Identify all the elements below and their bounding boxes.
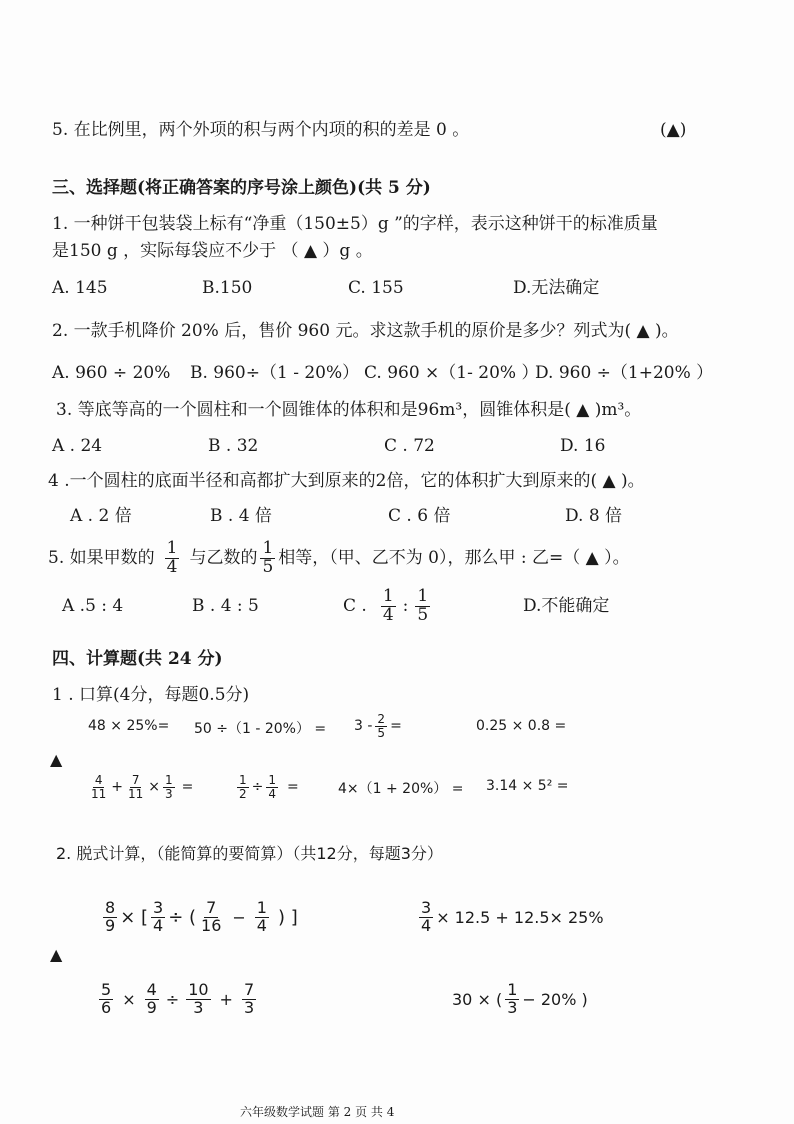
q5-text-pre: 5. 如果甲数的 [48, 548, 155, 568]
fraction: $\frac{1}{3}$ [165, 772, 173, 801]
fraction: $\frac{1}{3}$ [507, 979, 518, 1017]
step-expr-2: $\frac{3}{4}$ × 12.5 + 12.5× 25% [421, 897, 604, 935]
fraction: $\frac{1}{5}$ [417, 585, 429, 625]
step-calc-title: 2. 脱式计算，（能简算的要简算）（共12分，每题3分） [56, 844, 443, 863]
fraction: $\frac{10}{3}$ [188, 979, 209, 1017]
q5-option-c[interactable] [343, 585, 433, 627]
oral-expr-7: 4×（1 + 20%） = [338, 781, 464, 797]
fraction: $\frac{1}{2}$ [239, 772, 247, 801]
q5-option-d[interactable]: D.不能确定 [523, 596, 610, 616]
fraction: $\frac{1}{4}$ [166, 537, 178, 577]
q5-option-b[interactable]: B . 4 : 5 [192, 596, 259, 616]
fraction: $\frac{8}{9}$ [105, 897, 116, 935]
step-expr-1: $\frac{8}{9}$ × [ $\frac{3}{4}$ ÷ ( $\frac{7}{16}$ − $\frac{1}{4}$ ) ] [105, 897, 298, 935]
answer-mark: (▲) [660, 120, 687, 140]
q3-option-b[interactable]: B . 32 [208, 436, 259, 456]
answer-mark: ▲ [50, 945, 63, 964]
q4-option-d[interactable]: D. 8 倍 [565, 506, 623, 526]
fraction: $\frac{3}{4}$ [421, 897, 432, 935]
page-footer: 六年级数学试题 第 2 页 共 4 [240, 1105, 395, 1119]
q2-option-c[interactable]: C. 960 ×（1- 20% ） [364, 363, 539, 383]
fraction: $\frac{1}{5}$ [262, 537, 274, 577]
q1-option-a[interactable]: A. 145 [52, 278, 108, 298]
step-expr-3: $\frac{5}{6}$ × $\frac{4}{9}$ ÷ $\frac{10}{3}$ + $\frac{7}{3}$ [101, 979, 255, 1017]
fraction: $\frac{1}{4}$ [256, 897, 267, 935]
oral-expr-3: 3 - $\frac{2}{5}$ = [354, 711, 402, 740]
choice-question-1-line2: 是150 g ，实际每袋应不少于 （ ▲ ）g 。 [52, 241, 373, 261]
fraction: $\frac{3}{4}$ [153, 897, 164, 935]
q4-option-a[interactable]: A . 2 倍 [70, 506, 132, 526]
q1-option-b[interactable]: B.150 [202, 278, 253, 298]
q2-option-a[interactable]: A. 960 ÷ 20% [52, 363, 171, 383]
ratio-colon: : [402, 596, 409, 616]
q4-option-c[interactable]: C . 6 倍 [388, 506, 451, 526]
oral-expr-6: $\frac{1}{2}$ ÷ $\frac{1}{4}$ = [239, 772, 299, 801]
choice-question-4: 4 .一个圆柱的底面半径和高都扩大到原来的2倍，它的体积扩大到原来的( ▲ )。 [48, 471, 645, 491]
choice-question-3: 3. 等底等高的一个圆柱和一个圆锥体的体积和是96m³，圆锥体积是( ▲ )m³。 [56, 400, 642, 420]
q2-option-b[interactable]: B. 960÷（1 - 20%） [190, 363, 360, 383]
step-expr-4: 30 × ( $\frac{1}{3}$ − 20% ) [452, 979, 588, 1017]
section-title-calc: 四、计算题(共 24 分) [52, 649, 223, 669]
choice-question-1-line1: 1. 一种饼干包装袋上标有“净重（150±5）g ”的字样，表示这种饼干的标准质量 [52, 214, 658, 234]
fraction: $\frac{4}{9}$ [146, 979, 157, 1017]
oral-expr-5: $\frac{4}{11}$ + $\frac{7}{11}$ × $\frac{1}{3}$ = [91, 772, 194, 801]
fraction: $\frac{1}{4}$ [268, 772, 277, 801]
fraction: $\frac{4}{11}$ [91, 772, 107, 801]
option-label: C . [343, 596, 367, 616]
tf-question-5: 5. 在比例里，两个外项的积与两个内项的积的差是 0 。 [52, 120, 470, 140]
fraction: $\frac{7}{3}$ [243, 979, 255, 1017]
fraction: $\frac{2}{5}$ [377, 711, 386, 740]
oral-expr-4: 0.25 × 0.8 = [476, 718, 567, 734]
answer-mark: ▲ [50, 750, 63, 769]
oral-expr-2: 50 ÷（1 - 20%） = [194, 721, 327, 737]
q1-option-d[interactable]: D.无法确定 [513, 278, 600, 298]
q5-option-a[interactable]: A .5 : 4 [62, 596, 124, 616]
oral-expr-1: 48 × 25%= [88, 718, 170, 734]
q3-option-d[interactable]: D. 16 [560, 436, 606, 456]
fraction: $\frac{7}{11}$ [128, 772, 144, 801]
q3-option-c[interactable]: C . 72 [384, 436, 435, 456]
fraction: $\frac{7}{16}$ [201, 897, 222, 935]
q2-option-d[interactable]: D. 960 ÷（1+20% ） [535, 363, 714, 383]
choice-question-2: 2. 一款手机降价 20% 后，售价 960 元。求这款手机的原价是多少？列式为( ▲ )。 [52, 321, 679, 341]
section-title-choice: 三、选择题(将正确答案的序号涂上颜色)(共 5 分) [52, 178, 431, 198]
fraction: $\frac{1}{4}$ [382, 585, 394, 625]
choice-question-5 [48, 538, 630, 578]
q5-text-mid: 与乙数的 [189, 548, 258, 568]
oral-calc-title: 1 . 口算(4分，每题0.5分) [52, 685, 250, 705]
fraction: $\frac{5}{6}$ [101, 979, 112, 1017]
q4-option-b[interactable]: B . 4 倍 [210, 506, 272, 526]
oral-expr-8: 3.14 × 5² = [486, 778, 569, 794]
q3-option-a[interactable]: A . 24 [52, 436, 103, 456]
q1-option-c[interactable]: C. 155 [348, 278, 404, 298]
q5-text-post: 相等，（甲、乙不为 0），那么甲 : 乙=（ ▲ ）。 [278, 548, 630, 568]
